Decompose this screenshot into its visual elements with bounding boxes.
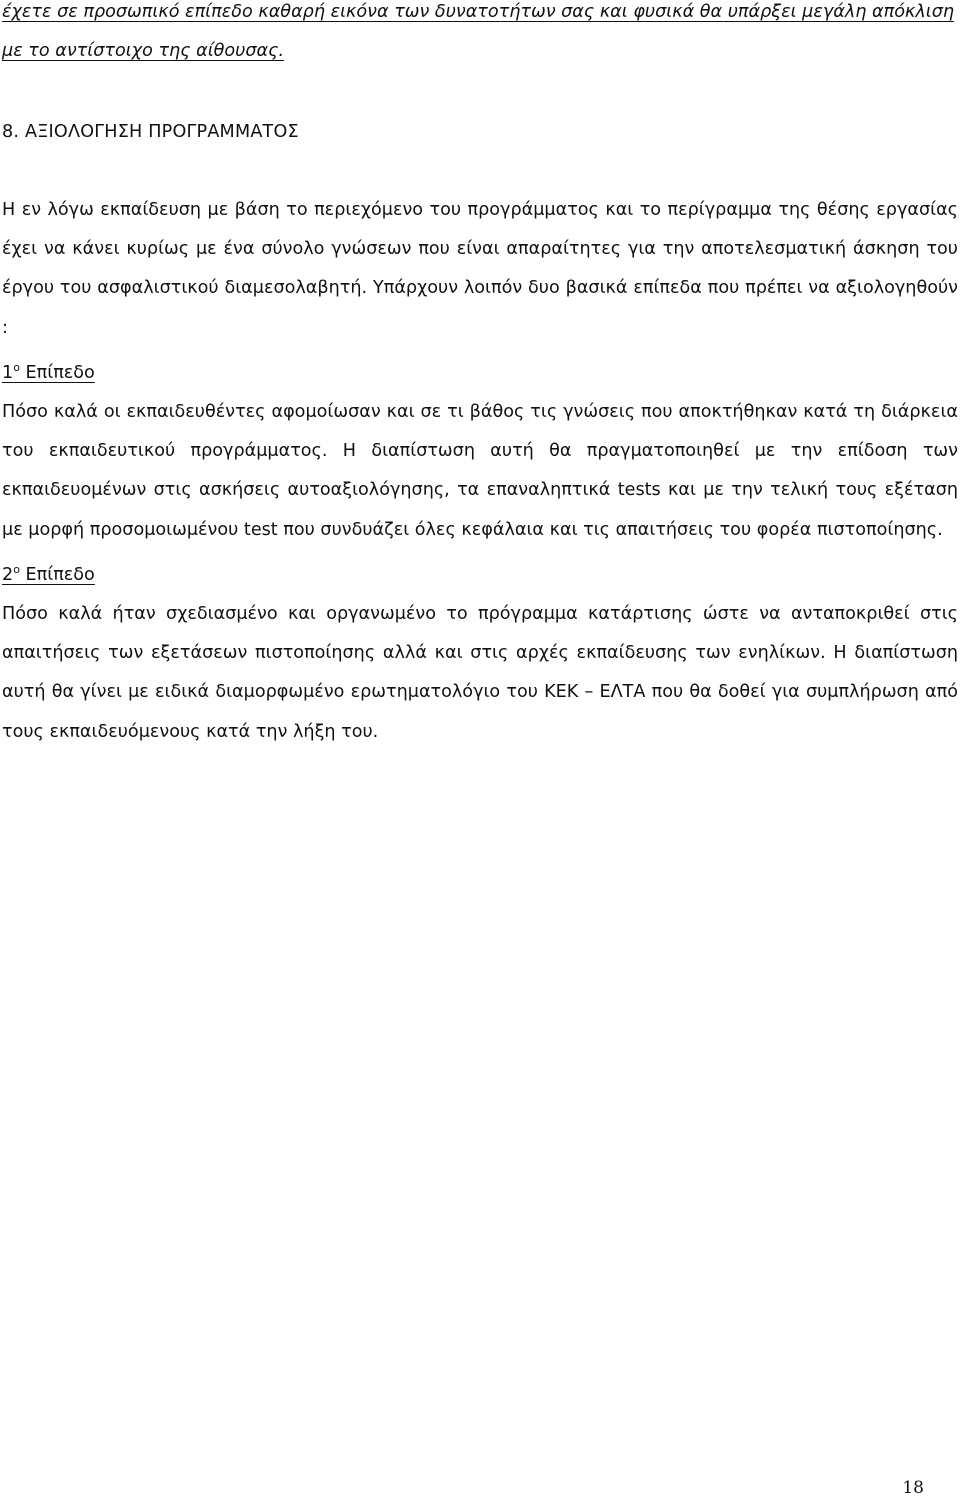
level-1-heading: [2, 348, 958, 393]
level-1-number: 1: [2, 362, 14, 383]
intro-paragraph: έχετε σε προσωπικό επίπεδο καθαρή εικόνα των δυνατοτήτων σας και φυσικά θα υπάρξει μεγάλη απόκλιση με το αντίστοιχο της αίθουσας.: [2, 2, 954, 61]
level-2-superscript: ο: [13, 562, 20, 576]
level-2-paragraph: Πόσο καλά ήταν σχεδιασμένο και οργανωμένο το πρόγραμμα κατάρτισης ώστε να ανταποκριθεί στις απαιτήσεις των εξετάσεων πιστοποίησης αλλά και στις αρχές εκπαίδευσης των ενηλίκων. Η διαπίστωση αυτή θα γίνει με ειδικά διαμορφωμένο ερωτηματολόγιο του ΚΕΚ – ΕΛΤΑ που θα δοθεί για συμπλήρωση από τους εκπαιδευόμενους κατά την λήξη του.: [2, 604, 958, 742]
section-body: [2, 191, 958, 752]
level-1-superscript: ο: [13, 360, 20, 374]
section-heading: [2, 113, 299, 152]
level-2-number: 2: [2, 564, 14, 585]
level-2-heading: [2, 550, 958, 595]
level-2-label: Επίπεδο: [25, 564, 95, 585]
page-number: 18: [902, 1478, 924, 1498]
level-1-paragraph: Πόσο καλά οι εκπαιδευθέντες αφομοίωσαν και σε τι βάθος τις γνώσεις που αποκτήθηκαν κατά τη διάρκεια του εκπαιδευτικού προγράμματος. Η διαπίστωση αυτή θα πραγματοποιηθεί με την επίδοση των εκπαιδευομένων στις ασκήσεις αυτοαξιολόγησης, τα επαναληπτικά tests και με την τελική τους εξέταση με μορφή προσομοιωμένου test που συνδυάζει όλες κεφάλαια και τις απαιτήσεις του φορέα πιστοποίησης.: [2, 402, 958, 540]
level-1-label: Επίπεδο: [25, 362, 95, 383]
section-title: ΑΞΙΟΛΟΓΗΣΗ ΠΡΟΓΡΑΜΜΑΤΟΣ: [24, 122, 299, 142]
section-intro-paragraph: Η εν λόγω εκπαίδευση με βάση το περιεχόμενο του προγράμματος και το περίγραμμα της θέσης εργασίας έχει να κάνει κυρίως με ένα σύνολο γνώσεων που είναι απαραίτητες για την αποτελεσματική άσκηση του έργου του ασφαλιστικού διαμεσολαβητή. Υπάρχουν λοιπόν δυο βασικά επίπεδα που πρέπει να αξιολογηθούν :: [2, 200, 958, 338]
section-number: 8.: [2, 122, 20, 142]
